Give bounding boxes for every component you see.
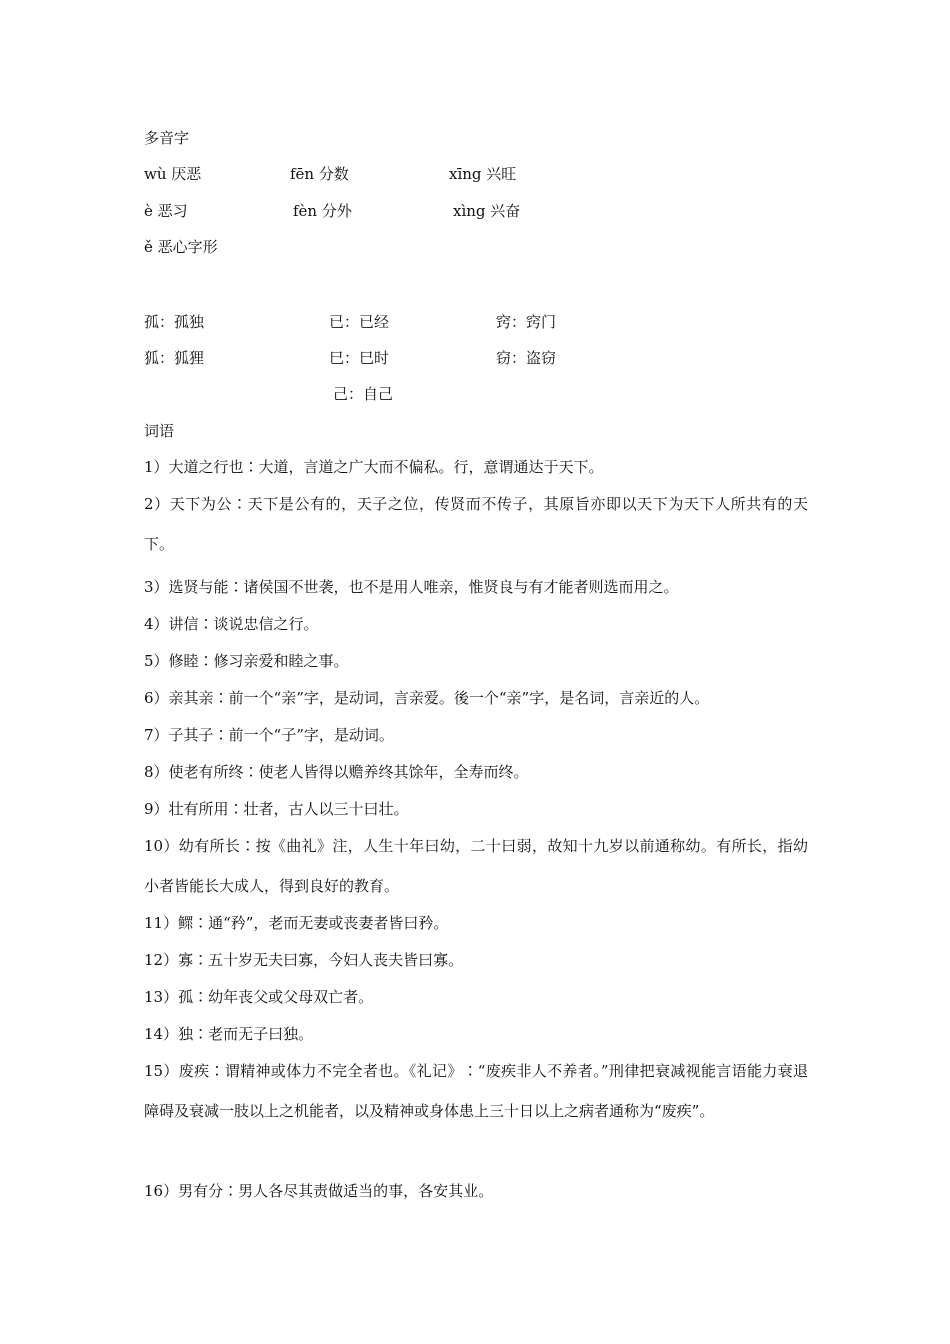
similar-char-cell: 己：自己	[333, 385, 394, 403]
vocab-item: 16）男有分∶男人各尽其责做适当的事，各安其业。	[144, 1182, 494, 1200]
vocab-item: 2）天下为公∶天下是公有的，天子之位，传贤而不传子，其原旨亦即以天下为天下人所共有的天下。	[144, 495, 808, 553]
polyphone-cell: xìng 兴奋	[453, 202, 521, 220]
polyphone-cell: è 恶习	[144, 202, 188, 220]
polyphone-cell: fēn 分数	[290, 165, 349, 183]
vocab-item: 11）鳏∶通“矜”，老而无妻或丧妻者皆曰矜。	[144, 914, 449, 932]
vocab-item: 1）大道之行也∶大道，言道之广大而不偏私。行，意谓通达于天下。	[144, 458, 604, 476]
vocab-item: 13）孤∶幼年丧父或父母双亡者。	[144, 988, 374, 1006]
vocab-item: 6）亲其亲∶前一个“亲”字，是动词，言亲爱。後一个“亲”字，是名词，言亲近的人。	[144, 689, 710, 707]
vocab-item: 3）选贤与能∶诸侯国不世袭，也不是用人唯亲，惟贤良与有才能者则选而用之。	[144, 578, 679, 596]
polyphone-heading: 多音字	[144, 129, 190, 147]
vocab-item: 5）修睦∶修习亲爱和睦之事。	[144, 652, 349, 670]
similar-char-cell: 狐：狐狸	[144, 349, 205, 367]
similar-char-cell: 窍：窍门	[496, 313, 557, 331]
similar-char-cell: 孤：孤独	[144, 313, 205, 331]
vocab-heading: 词语	[144, 422, 175, 440]
vocab-item: 7）子其子∶前一个“子”字，是动词。	[144, 726, 394, 744]
polyphone-cell: wù 厌恶	[144, 165, 202, 183]
vocab-item: 14）独∶老而无子曰独。	[144, 1025, 314, 1043]
vocab-item: 10）幼有所长∶按《曲礼》注，人生十年曰幼，二十曰弱，故知十九岁以前通称幼。有所长，指幼小者皆能长大成人，得到良好的教育。	[144, 837, 808, 895]
vocab-item: 15）废疾∶谓精神或体力不完全者也。《礼记》∶“废疾非人不养者。”刑律把衰减视能言语能力衰退障碍及衰减一肢以上之机能者，以及精神或身体患上三十日以上之病者通称为“废疾”。	[144, 1062, 808, 1120]
polyphone-cell: xīng 兴旺	[449, 165, 517, 183]
similar-char-cell: 窃：盗窃	[496, 349, 557, 367]
polyphone-cell: ě 恶心字形	[144, 238, 218, 256]
similar-char-cell: 巳：巳时	[329, 349, 390, 367]
polyphone-cell: fèn 分外	[293, 202, 352, 220]
vocab-item: 4）讲信∶谈说忠信之行。	[144, 615, 319, 633]
vocab-item: 9）壮有所用∶壮者，古人以三十曰壮。	[144, 800, 409, 818]
vocab-item: 12）寡∶五十岁无夫曰寡，今妇人丧夫皆曰寡。	[144, 951, 464, 969]
vocab-item: 8）使老有所终∶使老人皆得以赡养终其馀年，全寿而终。	[144, 763, 529, 781]
similar-char-cell: 已：已经	[329, 313, 390, 331]
